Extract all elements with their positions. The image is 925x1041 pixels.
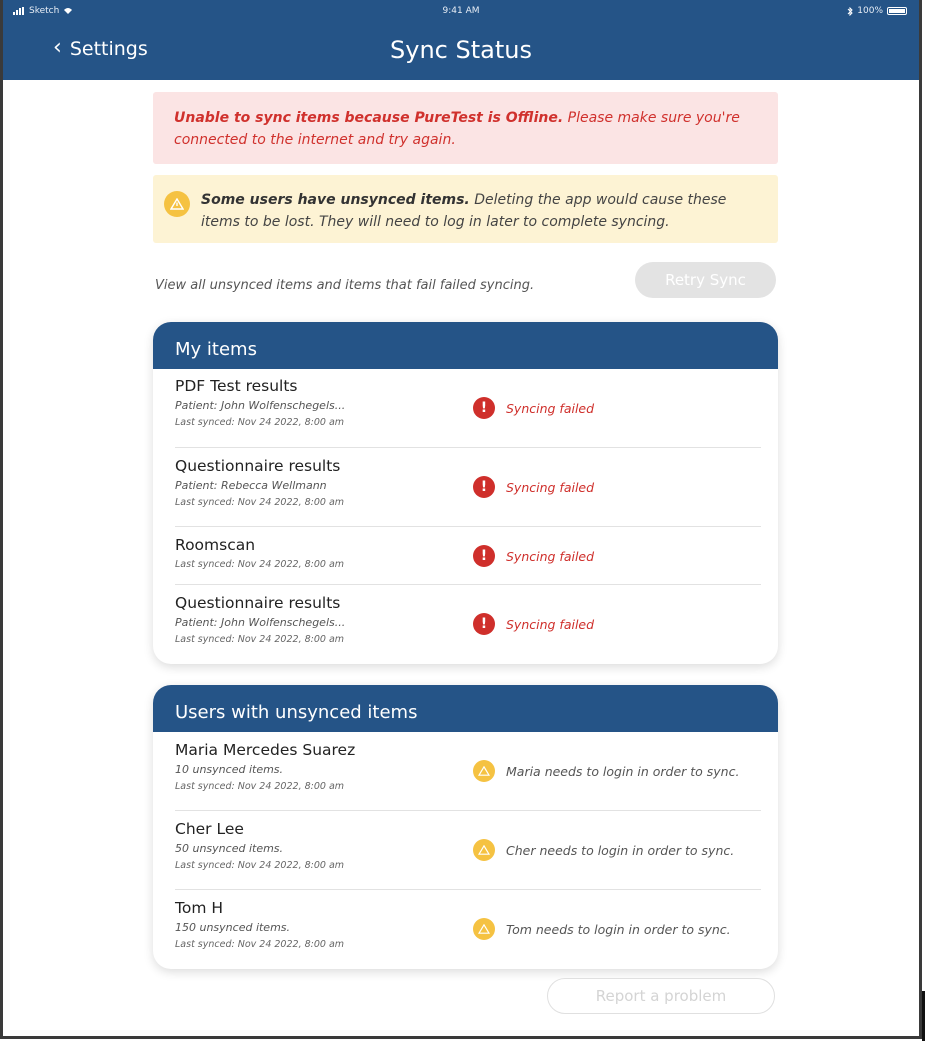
user-status bbox=[473, 760, 739, 782]
list-item[interactable] bbox=[175, 732, 761, 811]
item-patient: Patient: John Wolfenschegels... bbox=[175, 616, 346, 629]
user-unsynced-count: 150 unsynced items. bbox=[175, 921, 291, 934]
status-text: Tom needs to login in order to sync. bbox=[506, 921, 731, 937]
offline-error-banner bbox=[153, 92, 778, 164]
bluetooth-icon bbox=[847, 7, 853, 16]
clock-label: 9:41 AM bbox=[442, 6, 480, 16]
list-item[interactable] bbox=[175, 369, 761, 448]
my-items-title: My items bbox=[153, 322, 778, 369]
status-text: Syncing failed bbox=[506, 616, 595, 632]
warning-banner-text: Deleting the app would cause these items to be lost. They will need to log in later to complete syncing. bbox=[201, 192, 727, 230]
action-row bbox=[153, 262, 778, 322]
back-label: Settings bbox=[69, 38, 148, 60]
unsynced-warning-banner bbox=[153, 175, 778, 243]
chevron-left-icon: ‹ bbox=[53, 34, 62, 60]
status-text: Syncing failed bbox=[506, 479, 595, 495]
status-text: Syncing failed bbox=[506, 548, 595, 564]
error-banner-bold: Unable to sync items because PureTest is Offline. bbox=[174, 110, 564, 126]
my-items-card bbox=[153, 322, 778, 664]
item-last-synced: Last synced: Nov 24 2022, 8:00 am bbox=[175, 497, 345, 508]
status-text: Syncing failed bbox=[506, 400, 595, 416]
item-status bbox=[473, 476, 594, 498]
error-banner-text: Please make sure you're connected to the internet and try again. bbox=[174, 110, 740, 148]
status-text: Cher needs to login in order to sync. bbox=[506, 842, 735, 858]
user-last-synced: Last synced: Nov 24 2022, 8:00 am bbox=[175, 939, 345, 950]
battery-icon bbox=[887, 7, 907, 15]
item-name: Questionnaire results bbox=[175, 594, 341, 612]
user-name: Tom H bbox=[175, 899, 223, 917]
item-name: Questionnaire results bbox=[175, 457, 341, 475]
item-last-synced: Last synced: Nov 24 2022, 8:00 am bbox=[175, 634, 345, 645]
list-item[interactable] bbox=[175, 527, 761, 585]
list-item[interactable] bbox=[175, 890, 761, 969]
list-item[interactable] bbox=[175, 585, 761, 664]
item-patient: Patient: Rebecca Wellmann bbox=[175, 479, 327, 492]
item-patient: Patient: John Wolfenschegels... bbox=[175, 399, 346, 412]
unsynced-hint: View all unsynced items and items that fail failed syncing. bbox=[155, 278, 535, 293]
battery-percent: 100% bbox=[857, 6, 883, 16]
item-last-synced: Last synced: Nov 24 2022, 8:00 am bbox=[175, 559, 345, 570]
users-title: Users with unsynced items bbox=[153, 685, 778, 732]
user-unsynced-count: 10 unsynced items. bbox=[175, 763, 284, 776]
exclamation-icon: ! bbox=[473, 545, 495, 567]
warning-triangle-icon bbox=[164, 191, 190, 217]
report-problem-button[interactable]: Report a problem bbox=[547, 978, 775, 1014]
item-status bbox=[473, 397, 594, 419]
status-text: Maria needs to login in order to sync. bbox=[506, 763, 740, 779]
exclamation-icon: ! bbox=[473, 613, 495, 635]
carrier-label: Sketch bbox=[29, 6, 60, 16]
user-name: Maria Mercedes Suarez bbox=[175, 741, 356, 759]
warning-triangle-icon bbox=[473, 760, 495, 782]
users-card bbox=[153, 685, 778, 969]
status-bar bbox=[3, 6, 919, 20]
list-item[interactable] bbox=[175, 811, 761, 890]
user-unsynced-count: 50 unsynced items. bbox=[175, 842, 284, 855]
user-status bbox=[473, 918, 731, 940]
warning-triangle-icon bbox=[473, 839, 495, 861]
item-last-synced: Last synced: Nov 24 2022, 8:00 am bbox=[175, 417, 345, 428]
item-name: PDF Test results bbox=[175, 377, 298, 395]
exclamation-icon: ! bbox=[473, 397, 495, 419]
user-last-synced: Last synced: Nov 24 2022, 8:00 am bbox=[175, 781, 345, 792]
item-status bbox=[473, 545, 594, 567]
user-name: Cher Lee bbox=[175, 820, 244, 838]
item-status bbox=[473, 613, 594, 635]
warning-banner-bold: Some users have unsynced items. bbox=[201, 192, 470, 208]
main-content bbox=[153, 92, 778, 969]
warning-triangle-icon bbox=[473, 918, 495, 940]
nav-header bbox=[3, 0, 919, 80]
list-item[interactable] bbox=[175, 448, 761, 527]
user-last-synced: Last synced: Nov 24 2022, 8:00 am bbox=[175, 860, 345, 871]
user-status bbox=[473, 839, 734, 861]
item-name: Roomscan bbox=[175, 536, 256, 554]
page-title: Sync Status bbox=[390, 36, 532, 64]
retry-sync-button[interactable]: Retry Sync bbox=[635, 262, 776, 298]
exclamation-icon: ! bbox=[473, 476, 495, 498]
